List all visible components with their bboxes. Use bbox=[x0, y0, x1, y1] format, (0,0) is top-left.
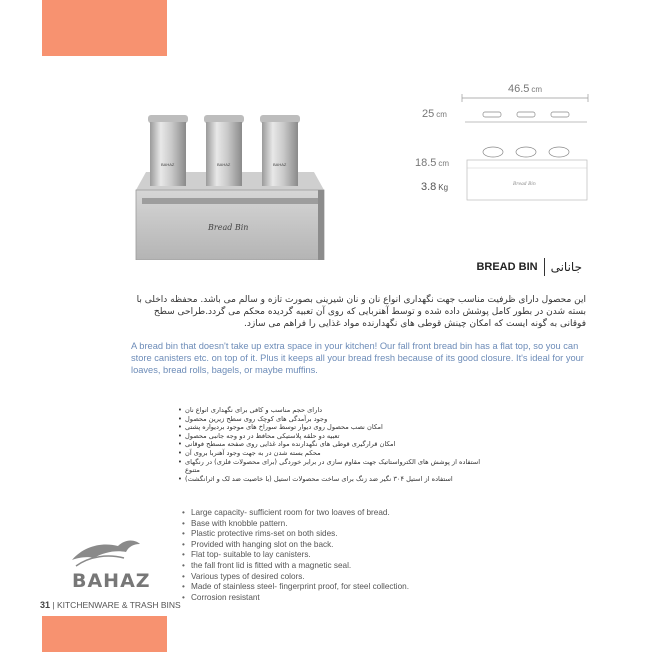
bread-bin-photo bbox=[128, 110, 328, 260]
width-label: 46.5 cm bbox=[508, 83, 543, 95]
diagram-lid-label: Bread Bin bbox=[513, 182, 536, 187]
feature-persian-item: دارای حجم مناسب و کافی برای نگهداری انواع نان • bbox=[185, 406, 485, 415]
feature-english-item: • Large capacity- sufficient room for two loaves of bread. bbox=[182, 508, 409, 519]
depth-label: 25 cm bbox=[422, 108, 447, 120]
feature-persian-item: امکان قرارگیری قوطی های نگهدارنده مواد غذایی روی صفحه مسطح فوقانی • bbox=[185, 440, 485, 449]
title-divider bbox=[544, 258, 545, 276]
svg-text:BAHAZ: BAHAZ bbox=[273, 162, 287, 167]
dimension-diagram bbox=[455, 92, 595, 204]
svg-text:BAHAZ: BAHAZ bbox=[217, 162, 231, 167]
description-persian: این محصول دارای ظرفیت مناسب جهت نگهداری انواع نان و نان شیرینی بصورت تازه و سالم می باشد. محفظه داخلی با بسته شدن در بطور کامل پوشش داده شده و توسط آهنربایی که روی آن تعبیه گردیده محکم می گردد.طراحی سطح فوقانی به گونه ایست که امکان چینش قوطی های نگهدارنده مواد غذایی را فراهم می سازد. bbox=[136, 295, 586, 329]
feature-english-item: • Corrosion resistant bbox=[182, 593, 409, 604]
feature-persian-item: محکم بسته شدن در به جهت وجود آهنربا بروی آن • bbox=[185, 449, 485, 458]
feature-persian-item: تعبیه دو حلقه پلاستیکی محافظ در دو وجه جانبی محصول • bbox=[185, 432, 485, 441]
feature-persian-item: امکان نصب محصول روی دیوار توسط سوراخ های موجود بردیواره پشتی • bbox=[185, 423, 485, 432]
feature-english-item: • Base with knobble pattern. bbox=[182, 519, 409, 530]
features-persian-list bbox=[185, 406, 485, 483]
product-title bbox=[476, 258, 582, 276]
page-number: 31 bbox=[40, 600, 51, 610]
feature-persian-item: وجود برآمدگی های کوچک روی سطح زیرین محصول • bbox=[185, 415, 485, 424]
title-english: BREAD BIN bbox=[476, 261, 538, 273]
feature-english-item: • the fall front lid is fitted with a magnetic seal. bbox=[182, 561, 409, 572]
title-persian: جانانی bbox=[550, 260, 582, 274]
box-lid-label: Bread Bin bbox=[208, 223, 249, 232]
svg-text:BAHAZ: BAHAZ bbox=[161, 162, 175, 167]
orange-accent-block-top bbox=[42, 0, 167, 56]
feature-persian-item: استفاده از استیل ۳۰۴ نگیر ضد زنگ برای ساخت محصولات استیل (با خاصیت ضد لک و اثرانگشت) • bbox=[185, 475, 485, 484]
feature-english-item: • Provided with hanging slot on the back. bbox=[182, 540, 409, 551]
feature-english-item: • Various types of desired colors. bbox=[182, 572, 409, 583]
features-english-list bbox=[182, 508, 409, 603]
weight-label: 3.8 Kg bbox=[421, 181, 449, 193]
height-label: 18.5 cm bbox=[415, 157, 450, 169]
page-footer bbox=[40, 600, 181, 610]
canister-2 bbox=[204, 115, 244, 186]
canister-1 bbox=[148, 115, 188, 186]
feature-persian-item: استفاده از پوشش های الکترواستاتیک جهت مقاوم سازی در برابر خوردگی (برای محصولات فلزی) در رنگهای متنوع • bbox=[185, 458, 485, 475]
description-english: A bread bin that doesn't take up extra space in your kitchen! Our fall front bread bin has a flat top, so you can store canisters etc. on top of it. Plus it keeps all your bread fresh because of its good closure. It's ideal for your loaves, bread rolls, bagels, or maybe muffins. bbox=[131, 341, 584, 375]
feature-english-item: • Flat top- suitable to lay canisters. bbox=[182, 550, 409, 561]
section-title: | KITCHENWARE & TRASH BINS bbox=[52, 600, 181, 610]
logo-text: BAHAZ bbox=[72, 570, 151, 592]
orange-accent-block-bottom bbox=[42, 616, 167, 652]
canister-3 bbox=[260, 115, 300, 186]
feature-english-item: • Plastic protective rims-set on both sides. bbox=[182, 529, 409, 540]
feature-english-item: • Made of stainless steel- fingerprint proof, for steel collection. bbox=[182, 582, 409, 593]
